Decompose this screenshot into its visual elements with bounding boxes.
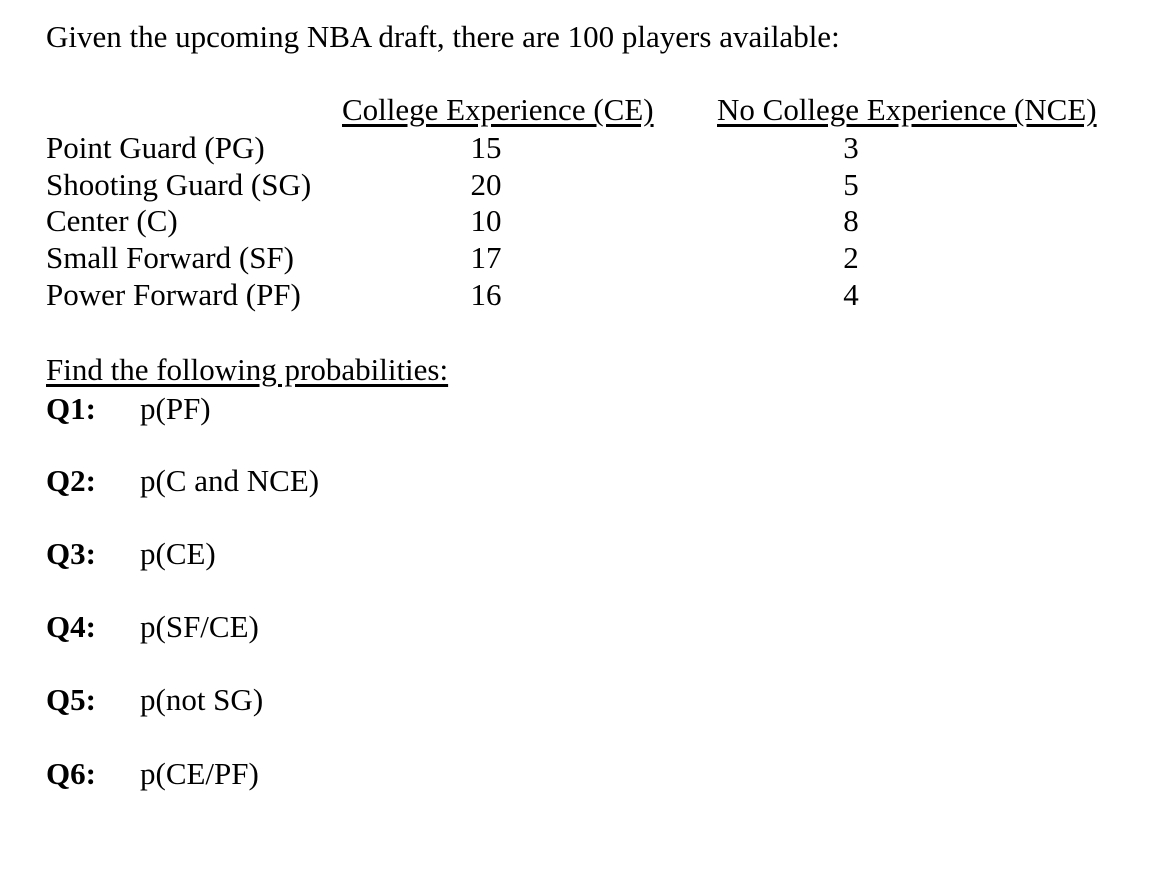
cell-sg-nce: 5 (843, 167, 859, 202)
cell-pg-nce: 3 (843, 130, 859, 165)
row-label-pg: Point Guard (PG) (46, 130, 265, 165)
question-label-q3: Q3: (46, 536, 96, 571)
question-expr-q5: p(not SG) (140, 682, 264, 717)
cell-pf-ce: 16 (470, 277, 502, 312)
column-header-nce: No College Experience (NCE) (717, 92, 1097, 127)
question-expr-q6: p(CE/PF) (140, 756, 259, 791)
question-label-q5: Q5: (46, 682, 96, 717)
cell-sg-ce: 20 (470, 167, 502, 202)
row-label-sg: Shooting Guard (SG) (46, 167, 312, 202)
row-label-sf: Small Forward (SF) (46, 240, 294, 275)
question-label-q2: Q2: (46, 463, 96, 498)
cell-c-nce: 8 (843, 203, 859, 238)
question-expr-q2: p(C and NCE) (140, 463, 320, 498)
column-header-ce: College Experience (CE) (342, 92, 654, 127)
question-expr-q1: p(PF) (140, 391, 211, 426)
cell-sf-nce: 2 (843, 240, 859, 275)
question-label-q4: Q4: (46, 609, 96, 644)
cell-c-ce: 10 (470, 203, 502, 238)
question-label-q6: Q6: (46, 756, 96, 791)
find-heading: Find the following probabilities: (46, 352, 449, 387)
intro-text: Given the upcoming NBA draft, there are 100 players available: (46, 19, 840, 54)
cell-pf-nce: 4 (843, 277, 859, 312)
cell-sf-ce: 17 (470, 240, 502, 275)
question-label-q1: Q1: (46, 391, 96, 426)
row-label-c: Center (C) (46, 203, 178, 238)
cell-pg-ce: 15 (470, 130, 502, 165)
question-expr-q4: p(SF/CE) (140, 609, 259, 644)
row-label-pf: Power Forward (PF) (46, 277, 301, 312)
question-expr-q3: p(CE) (140, 536, 216, 571)
